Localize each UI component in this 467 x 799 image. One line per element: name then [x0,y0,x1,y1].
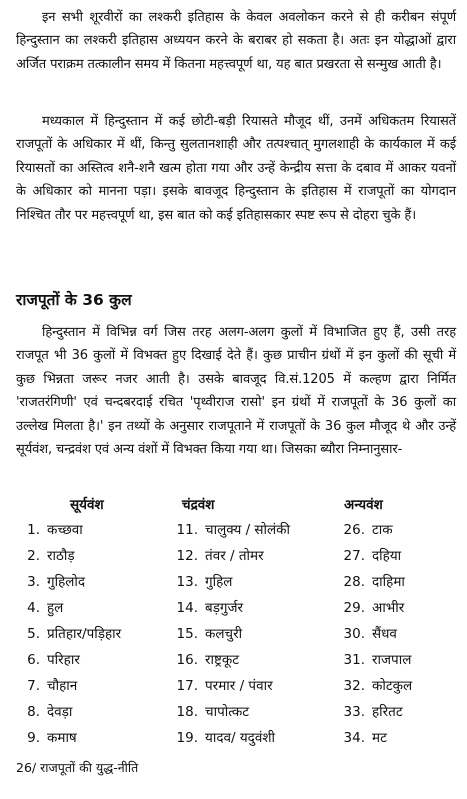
clan-number: 30. [343,626,365,642]
clan-list-item [339,517,412,543]
clan-number: 6. [27,652,40,668]
clan-list-item [339,543,412,569]
paragraph-intro [16,6,456,76]
clan-name: कमाष [47,730,77,746]
clan-name: राठौड़ [47,548,75,564]
clan-list-item [339,569,412,595]
clan-name: सैंधव [372,626,397,642]
clan-name: टाक [372,522,393,538]
clan-list-item [339,595,412,621]
clan-list-item [172,543,290,569]
clan-number: 2. [27,548,40,564]
paragraph-intro-text: इन सभी शूरवीरों का लश्करी इतिहास के केवल अवलोकन करने से ही करीबन संपूर्ण हिन्दुस्तान का लश्करी इतिहास अध्ययन करने के बराबर हो सकता है। अतः इन योद्धाओं द्वारा अर्जित पराक्रम तत्कालीन समय में कितना महत्त्वपूर्ण था, यह बात प्रखरता से सन्मुख आती है। [16,10,456,72]
clan-number: 13. [176,574,198,590]
clan-name: चापोत्कट [205,704,250,720]
clan-name: कलचुरी [205,626,243,642]
clan-list-item [172,595,290,621]
paragraph-clans-text: हिन्दुस्तान में विभिन्न वर्ग जिस तरह अलग-अलग कुलों में विभाजित हुए हैं, उसी तरह राजपूत भी 36 कुलों में विभक्त हुए दिखाई देते हैं। कुछ प्राचीन ग्रंथों में इन कुलों की सूची में कुछ भिन्नता जरूर नजर आती है। उसके बावजूद वि.सं.1205 में कल्हण द्वारा निर्मित 'राजतरंगिणी' एवं चन्दबरदाई रचित 'पृथ्वीराज रासो' इन ग्रंथों में राजपूतों के 36 कुलों का उल्लेख मिलता है।' इन तथ्यों के अनुसार राजपूताने में राजपूतों के 36 कुल मौजूद थे और उन्हें सूर्यवंश, चन्द्रवंश एवं अन्य वंशों में विभक्त किया गया था। जिसका ब्यौरा निम्नानुसार- [16,325,456,458]
clan-list-chandravansh [172,517,290,751]
clan-list-item [172,725,290,751]
clan-list-item [172,699,290,725]
clan-list-item [20,699,121,725]
paragraph-medieval-text: मध्यकाल में हिन्दुस्तान में कई छोटी-बड़ी रियासते मौजूद थीं, उनमें अधिकतम रियासतें राजपूतों के अधिकार में थीं, किन्तु सुलतानशाही और तत्पश्चात् मुगलशाही के कार्यकाल में कई रियासतों का अस्तित्व शनै-शनै खत्म होता गया और उन्हें केन्द्रीय सत्ता के दबाव में आकर यवनों के अधिकार को मानना पड़ा। इसके बावजूद हिन्दुस्तान के इतिहास में राजपूतों का योगदान निश्चित तौर पर महत्त्वपूर्ण था, इस बात को कई इतिहासकार स्पष्ट रूप से दोहरा चुके हैं। [16,114,456,223]
clan-name: परमार / पंवार [205,678,273,694]
clan-name: हुल [47,600,64,616]
clan-list-item [172,621,290,647]
clan-name: दहिया [372,548,402,564]
clan-list-item [20,517,121,543]
clan-number: 29. [343,600,365,616]
clan-name: परिहार [47,652,80,668]
page-footer: 26/ राजपूतों की युद्ध-नीति [16,760,139,775]
clan-list-suryavansh [20,517,121,751]
clan-list-item [172,569,290,595]
clan-number: 7. [27,678,40,694]
clan-name: तंवर / तोमर [205,548,264,564]
clan-number: 9. [27,730,40,746]
clan-number: 8. [27,704,40,720]
clan-name: राष्ट्रकूट [205,652,240,668]
clan-name: मट [372,730,387,746]
clan-name: कच्छवा [47,522,83,538]
clan-number: 33. [343,704,365,720]
clan-name: कोटकुल [372,678,413,694]
clan-number: 3. [27,574,40,590]
clan-number: 14. [176,600,198,616]
paragraph-clans [16,321,456,461]
paragraph-medieval [16,110,456,227]
clan-number: 4. [27,600,40,616]
clan-number: 1. [27,522,40,538]
section-heading: राजपूतों के 36 कुल [16,291,132,309]
clan-number: 18. [176,704,198,720]
clan-name: देवड़ा [47,704,73,720]
clan-name: गुहिलोद [47,574,86,590]
clan-number: 28. [343,574,365,590]
clan-list-item [20,725,121,751]
clan-number: 15. [176,626,198,642]
clan-number: 27. [343,548,365,564]
clan-list-item [20,621,121,647]
clan-number: 32. [343,678,365,694]
clan-list-item [339,673,412,699]
column-heading-chandravansh: चंद्रवंश [182,497,215,513]
clan-name: हरितट [372,704,403,720]
clan-name: यादव/ यदुवंशी [205,730,276,746]
column-heading-anyavansh: अन्यवंश [344,497,383,513]
clan-list-item [339,621,412,647]
clan-name: आभीर [372,600,405,616]
clan-list-item [172,647,290,673]
clan-number: 11. [176,522,198,538]
clan-list-item [339,647,412,673]
clan-number: 16. [176,652,198,668]
clan-number: 5. [27,626,40,642]
clan-list-item [172,673,290,699]
column-heading-suryavansh: सूर्यवंश [70,497,104,513]
clan-number: 12. [176,548,198,564]
clan-list-item [20,647,121,673]
clan-name: चौहान [47,678,78,694]
clan-list-item [172,517,290,543]
clan-number: 26. [343,522,365,538]
clan-name: गुहिल [205,574,233,590]
clan-list-item [20,673,121,699]
clan-name: दाहिमा [372,574,405,590]
clan-number: 31. [343,652,365,668]
clan-list-item [20,543,121,569]
clan-name: राजपाल [372,652,412,668]
clan-list-item [339,725,412,751]
clan-name: बड़गुर्जर [205,600,244,616]
clan-name: चालुक्य / सोलंकी [205,522,291,538]
clan-number: 34. [343,730,365,746]
clan-name: प्रतिहार/पड़िहार [47,626,122,642]
clan-number: 17. [176,678,198,694]
clan-number: 19. [176,730,198,746]
clan-list-anyavansh [339,517,412,751]
clan-list-item [20,595,121,621]
clan-list-item [339,699,412,725]
clan-list-item [20,569,121,595]
